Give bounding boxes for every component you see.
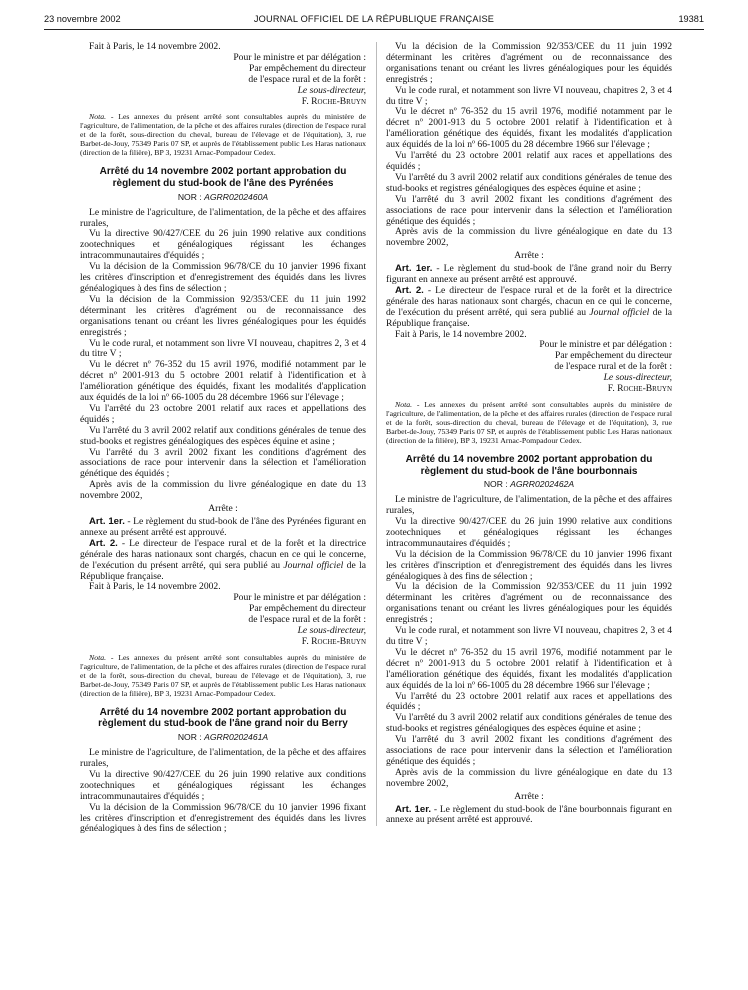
article-text: - Le règlement du stud-book de l'âne bourbonnais figurant en annexe au présent arrêté est approuvé. (386, 803, 672, 826)
paragraph: Vu l'arrêté du 3 avril 2002 relatif aux conditions générales de tenue des stud-books et registres généalogiques des espèces équine et asine ; (386, 171, 672, 194)
fait-a-paris: Fait à Paris, le 14 novembre 2002. (395, 328, 527, 340)
arrete-heading: Arrête : (514, 250, 544, 262)
signature-role: Le sous-directeur, (297, 625, 366, 637)
paragraph: Après avis de la commission du livre généalogique en date du 13 novembre 2002, (386, 766, 672, 789)
nor-code: AGRR0202461A (204, 732, 269, 743)
paragraph: Vu le décret nº 76-352 du 15 avril 1976, modifié notamment par le décret nº 2001-913 du 5 octobre 2001 relatif à l'identification et à l'amélioration génétique des équidés, fixant les modalités d'application aux équidés de la loi nº 66-1005 du 28 décembre 1966 sur l'élevage ; (386, 646, 672, 691)
article-1 (80, 517, 366, 539)
right-column (376, 42, 672, 826)
paragraph: Vu la décision de la Commission 92/353/CEE du 11 juin 1992 déterminant les critères d'agrément ou de reconnaissance des organisations tenant ou créant les livres généalogiques pour les équidés enregistrés ; (386, 41, 672, 85)
paragraph: Vu la décision de la Commission 96/78/CE du 10 janvier 1996 fixant les critères d'inscription et d'enregistrement des équidés dans les livres généalogiques à des fins de sélection ; (80, 801, 366, 835)
article-text: - Le directeur de l'espace rural et de la forêt et la directrice générale des haras nationaux sont chargés, chacun en ce qui le concerne, de l'exécution du présent arrêté, qui sera publié au (386, 284, 672, 318)
signature-block (80, 53, 366, 108)
nota-paragraph (80, 653, 366, 698)
paragraph: Vu le code rural, et notamment son livre VI nouveau, chapitres 2, 3 et 4 du titre V ; (80, 337, 366, 360)
paragraph: Vu la directive 90/427/CEE du 26 juin 1990 relative aux conditions zootechniques et généalogiques régissant les échanges intracommunautaires d'équidés ; (80, 768, 366, 802)
paragraph: Vu le décret nº 76-352 du 15 avril 1976, modifié notamment par le décret nº 2001-913 du 5 octobre 2001 relatif à l'identification et à l'amélioration génétique des équidés, fixant les modalités d'application aux équidés de la loi nº 66-1005 du 28 décembre 1966 sur l'élevage ; (386, 106, 672, 151)
article-text: - Le règlement du stud-book de l'âne grand noir du Berry figurant en annexe au présent arrêté est approuvé. (386, 263, 672, 286)
signature-line: de l'espace rural et de la forêt : (554, 361, 672, 373)
signature-name: F. Roche-Bruyn (301, 635, 366, 647)
nota-label: Nota. (89, 652, 107, 662)
nota-label: Nota. (89, 112, 107, 122)
article-2 (386, 286, 672, 330)
signature-block (80, 593, 366, 648)
decree-title: Arrêté du 14 novembre 2002 portant approbation du règlement du stud-book de l'âne bourbonnais (405, 454, 653, 477)
nota-text: - Les annexes du présent arrêté sont consultables auprès du ministère de l'agriculture, de l'alimentation, de la pêche et des affaires rurales (direction de l'espace rural et de la forêt, sous-direction du cheval, bureau de l'élevage et de l'équitation), 3, rue Barbet-de-Jouy, 75349 Paris 07 SP, et auprès de l'établissement public Les Haras nationaux (direction de la filière), BP 3, 19231 Arnac-Pompadour Cedex. (386, 400, 672, 445)
paragraph: Vu l'arrêté du 23 octobre 2001 relatif aux races et appellations des équidés ; (386, 690, 672, 713)
signature-line: de l'espace rural et de la forêt : (248, 73, 366, 85)
signature-line: Pour le ministre et par délégation : (539, 339, 672, 351)
signature-line: de l'espace rural et de la forêt : (248, 614, 366, 626)
paragraph: Vu la décision de la Commission 96/78/CE du 10 janvier 1996 fixant les critères d'inscription et d'enregistrement des équidés dans les livres généalogiques à des fins de sélection ; (80, 261, 366, 294)
header-journal-title: JOURNAL OFFICIEL DE LA RÉPUBLIQUE FRANÇAISE (253, 14, 495, 24)
header-rule (44, 29, 704, 30)
nor-code: AGRR0202460A (204, 191, 269, 202)
signature-name: F. Roche-Bruyn (301, 95, 366, 107)
paragraph: Vu le code rural, et notamment son livre VI nouveau, chapitres 2, 3 et 4 du titre V ; (386, 84, 672, 107)
decree-title: Arrêté du 14 novembre 2002 portant approbation du règlement du stud-book de l'âne des Pyrénées (99, 166, 347, 190)
paragraph: Le ministre de l'agriculture, de l'alimentation, de la pêche et des affaires rurales, (386, 494, 672, 517)
journal-officiel-italic: Journal officiel (589, 306, 650, 318)
article-text: de la République française. (80, 559, 367, 582)
signature-role: Le sous-directeur, (603, 372, 672, 384)
paragraph: Vu la directive 90/427/CEE du 26 juin 1990 relative aux conditions zootechniques et généalogiques régissant les échanges intracommunautaires d'équidés ; (80, 228, 366, 262)
journal-officiel-italic: Journal officiel (283, 559, 344, 571)
paragraph: Le ministre de l'agriculture, de l'alimentation, de la pêche et des affaires rurales, (80, 206, 366, 229)
article-text: - Le directeur de l'espace rural et de la forêt et la directrice générale des haras nationaux sont chargés, chacun en ce qui le concerne, de l'exécution du présent arrêté, qui sera publié au (80, 537, 366, 571)
paragraph: Vu la décision de la Commission 92/353/CEE du 11 juin 1992 déterminant les critères d'agrément ou de reconnaissance des organisations tenant ou créant les livres généalogiques pour les équidés enregistrés ; (386, 581, 672, 626)
paragraph: Vu l'arrêté du 3 avril 2002 fixant les conditions d'agrément des associations de race pour intervenir dans la sélection et l'amélioration génétique des équidés ; (386, 193, 672, 227)
header-date: 23 novembre 2002 (44, 14, 121, 24)
header-page-number: 19381 (678, 14, 704, 24)
paragraph: Vu l'arrêté du 23 octobre 2001 relatif aux races et appellations des équidés ; (386, 150, 672, 172)
signature-line: Pour le ministre et par délégation : (233, 592, 366, 604)
nota-text: - Les annexes du présent arrêté sont consultables auprès du ministère de l'agriculture, de l'alimentation, de la pêche et des affaires rurales (direction de l'espace rural et de la forêt, sous-direction du cheval, bureau de l'élevage et de l'équitation), 3, rue Barbet-de-Jouy, 75349 Paris 07 SP, et auprès de l'établissement public Les Haras nationaux (direction de la filière), BP 3, 19231 Arnac-Pompadour Cedex. (80, 112, 366, 158)
signature-line: Par empêchement du directeur (249, 62, 366, 74)
signature-line: Par empêchement du directeur (249, 603, 366, 615)
fait-a-paris: Fait à Paris, le 14 novembre 2002. (89, 581, 221, 593)
paragraph: Vu le décret nº 76-352 du 15 avril 1976, modifié notamment par le décret nº 2001-913 du 5 octobre 2001 relatif à l'identification et à l'amélioration génétique des équidés, fixant les modalités d'application aux équidés de la loi nº 66-1005 du 28 décembre 1966 sur l'élevage ; (80, 359, 366, 404)
paragraph: Le ministre de l'agriculture, de l'alimentation, de la pêche et des affaires rurales, (80, 747, 366, 769)
paragraph: Vu la décision de la Commission 92/353/CEE du 11 juin 1992 déterminant les critères d'agrément ou de reconnaissance des organisations tenant ou créant les livres généalogiques pour les équidés enregistrés ; (80, 293, 366, 338)
arrete-heading: Arrête : (208, 503, 238, 515)
paragraph: Vu l'arrêté du 3 avril 2002 relatif aux conditions générales de tenue des stud-books et registres généalogiques des espèces équine et asine ; (386, 712, 672, 735)
article-label: Art. 2. (89, 537, 118, 549)
decree-title: Arrêté du 14 novembre 2002 portant approbation du règlement du stud-book de l'âne grand noir du Berry (98, 706, 348, 730)
nor-label: NOR : (177, 191, 205, 202)
paragraph: Vu l'arrêté du 3 avril 2002 fixant les conditions d'agrément des associations de race pour intervenir dans la sélection et l'amélioration génétique des équidés ; (386, 734, 672, 767)
signature-block (386, 340, 672, 395)
article-1 (386, 805, 672, 827)
article-2 (80, 539, 366, 583)
signature-line: Pour le ministre et par délégation : (233, 51, 366, 63)
nor-reference (80, 732, 366, 742)
signature-line: Par empêchement du directeur (555, 350, 672, 362)
nota-paragraph (386, 400, 672, 445)
paragraph: Vu la directive 90/427/CEE du 26 juin 1990 relative aux conditions zootechniques et généalogiques régissant les échanges intracommunautaires d'équidés ; (386, 516, 672, 549)
paragraph: Vu l'arrêté du 23 octobre 2001 relatif aux races et appellations des équidés ; (80, 402, 366, 425)
article-label: Art. 2. (395, 284, 424, 296)
running-header (44, 14, 704, 28)
nor-code: AGRR0202462A (510, 479, 575, 490)
text-columns (80, 42, 712, 835)
paragraph: Vu l'arrêté du 3 avril 2002 relatif aux conditions générales de tenue des stud-books et registres généalogiques des espèces équine et asine ; (80, 424, 366, 447)
paragraph: Vu le code rural, et notamment son livre VI nouveau, chapitres 2, 3 et 4 du titre V ; (386, 625, 672, 647)
signature-role: Le sous-directeur, (297, 84, 366, 96)
paragraph: Vu la décision de la Commission 96/78/CE du 10 janvier 1996 fixant les critères d'inscription et d'enregistrement des équidés dans les livres généalogiques à des fins de sélection ; (386, 548, 672, 582)
nota-text: - Les annexes du présent arrêté sont consultables auprès du ministère de l'agriculture, de l'alimentation, de la pêche et des affaires rurales (direction de l'espace rural et de la forêt, sous-direction du cheval, bureau de l'élevage et de l'équitation), 3, rue Barbet-de-Jouy, 75349 Paris 07 SP, et auprès de l'établissement public Les Haras nationaux (direction de la filière), BP 3, 19231 Arnac-Pompadour Cedex. (80, 652, 366, 698)
fait-a-paris: Fait à Paris, le 14 novembre 2002. (89, 41, 221, 52)
article-label: Art. 1er. (395, 263, 433, 275)
article-1 (386, 264, 672, 286)
left-column (80, 42, 366, 835)
article-text: de la République française. (386, 306, 673, 329)
nota-label: Nota. (395, 400, 413, 409)
nor-reference (386, 479, 672, 489)
signature-name: F. Roche-Bruyn (607, 383, 672, 395)
nota-paragraph (80, 112, 366, 157)
nor-reference (80, 192, 366, 202)
paragraph: Après avis de la commission du livre généalogique en date du 13 novembre 2002, (80, 479, 366, 502)
article-label: Art. 1er. (395, 803, 432, 815)
article-label: Art. 1er. (89, 516, 125, 527)
article-text: - Le règlement du stud-book de l'âne des Pyrénées figurant en annexe au présent arrêté est approuvé. (80, 516, 366, 538)
paragraph: Vu l'arrêté du 3 avril 2002 fixant les conditions d'agrément des associations de race pour intervenir dans la sélection et l'amélioration génétique des équidés ; (80, 446, 366, 480)
paragraph: Après avis de la commission du livre généalogique en date du 13 novembre 2002, (386, 226, 672, 249)
nor-label: NOR : (483, 479, 511, 490)
nor-label: NOR : (177, 732, 205, 743)
arrete-heading: Arrête : (514, 790, 544, 802)
